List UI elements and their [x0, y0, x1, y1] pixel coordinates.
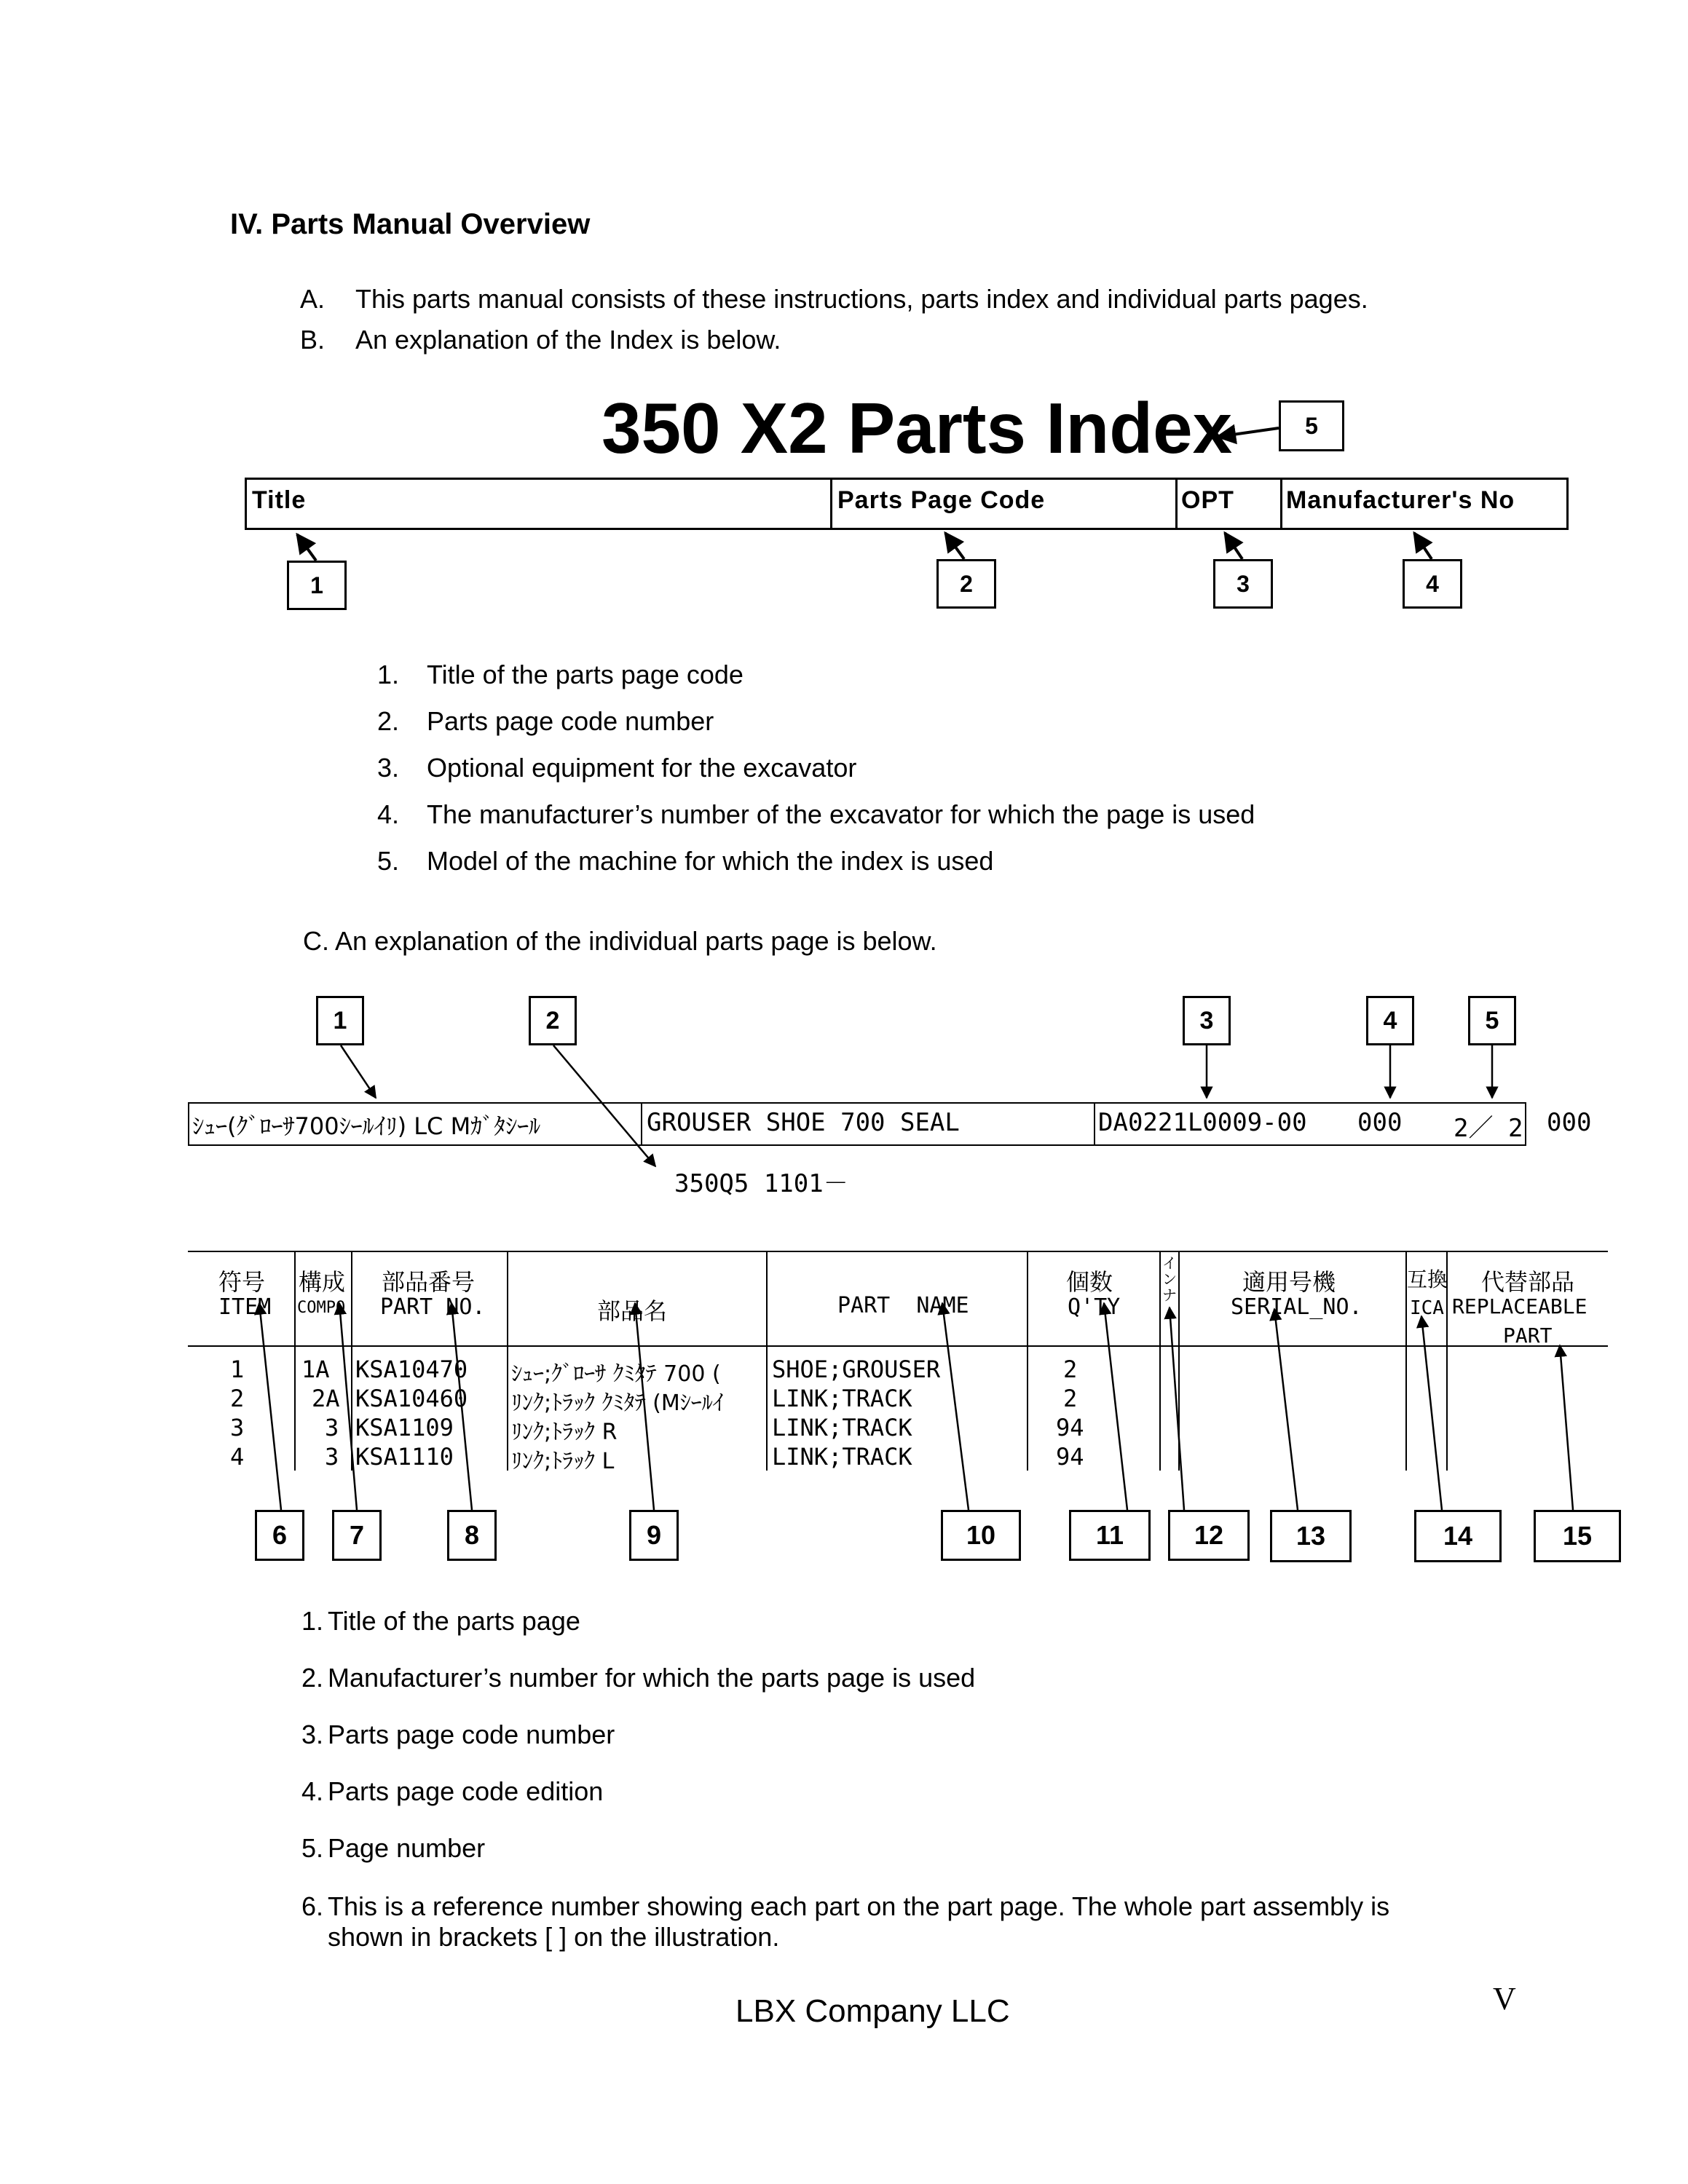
arrow	[1560, 1345, 1573, 1510]
parts-serial: 350Q5 1101－	[674, 1169, 848, 1198]
cell-item: 1	[230, 1356, 245, 1383]
cell-name-en: LINK;TRACK	[772, 1443, 912, 1471]
th-serial-jp: 適用号機	[1242, 1268, 1336, 1296]
table-callout-14: 14	[1414, 1510, 1502, 1562]
table-callout-8: 8	[447, 1510, 497, 1561]
cell-qty: 2	[1063, 1356, 1078, 1383]
intro-marker-b: B.	[300, 325, 326, 355]
th-ica-jp: 互換	[1407, 1267, 1448, 1291]
cell-name-jp: ﾘﾝｸ;ﾄﾗｯｸ R	[511, 1420, 618, 1445]
cell-name-en: SHOE;GROUSER	[772, 1356, 941, 1383]
page-callout-1: 1	[316, 996, 364, 1045]
arrow	[1218, 428, 1279, 437]
table-callout-12: 12	[1168, 1510, 1250, 1561]
cell-name-jp: ﾘﾝｸ;ﾄﾗｯｸ L	[511, 1449, 615, 1474]
arrow	[341, 1045, 376, 1098]
index-exp-num: 5.	[377, 846, 400, 876]
page-callout-2: 2	[529, 996, 577, 1045]
index-callout-1: 1	[287, 561, 347, 610]
index-exp-text: The manufacturer’s number of the excavator for which the page is used	[427, 799, 1255, 829]
parts-trailing: 000	[1547, 1108, 1592, 1137]
index-exp-num: 3.	[377, 753, 400, 783]
cell-partno: KSA1110	[355, 1443, 454, 1471]
parts-title-jp: ｼｭｰ(ｸﾞﾛｰｻ700ｼｰﾙｲﾘ) LC Mｶﾞﾀｼｰﾙ	[192, 1112, 541, 1140]
arrow	[553, 1045, 655, 1166]
page-exp-num: 2.	[301, 1663, 324, 1693]
index-title: 350 X2 Parts Index	[602, 388, 1233, 468]
index-callout-4: 4	[1403, 559, 1462, 609]
index-callout-2: 2	[936, 559, 996, 609]
cell-name-en: LINK;TRACK	[772, 1414, 912, 1441]
arrow	[1225, 533, 1242, 559]
page-callout-4: 4	[1366, 996, 1414, 1045]
arrow	[1170, 1307, 1184, 1510]
page-exp-text-continued: shown in brackets [ ] on the illustration.	[328, 1922, 780, 1952]
page-exp-num: 5.	[301, 1833, 324, 1863]
cell-item: 3	[230, 1414, 245, 1441]
index-exp-num: 1.	[377, 660, 400, 689]
footer-page-number: V	[1493, 1981, 1516, 2017]
th-repl-en2: PART	[1503, 1324, 1553, 1348]
arrow	[451, 1303, 472, 1510]
cell-compo: 3	[325, 1443, 339, 1471]
index-exp-text: Model of the machine for which the index is used	[427, 846, 994, 876]
table-callout-11: 11	[1069, 1510, 1151, 1561]
arrow	[1421, 1316, 1442, 1510]
th-partno-jp: 部品番号	[382, 1268, 476, 1296]
th-item-en: ITEM	[218, 1294, 272, 1320]
th-qty-en: Q'TY	[1068, 1294, 1121, 1320]
page-exp-num: 4.	[301, 1776, 324, 1806]
cell-name-jp: ｼｭｰ;ｸﾞﾛｰｻ ｸﾐﾀﾃ 700 (	[511, 1361, 721, 1387]
intro-text-a: This parts manual consists of these instructions, parts index and individual parts pages.	[355, 284, 1368, 314]
page-exp-text: This is a reference number showing each part on the part page. The whole part assembly is	[328, 1891, 1390, 1921]
section-c: C. An explanation of the individual parts page is below.	[303, 926, 937, 956]
table-callout-7: 7	[332, 1510, 382, 1561]
table-callout-13: 13	[1270, 1510, 1352, 1562]
cell-qty: 2	[1063, 1385, 1078, 1412]
cell-name-jp: ﾘﾝｸ;ﾄﾗｯｸ ｸﾐﾀﾃ (Mｼｰﾙｲ	[511, 1390, 724, 1416]
cell-compo: 2A	[312, 1385, 340, 1412]
parts-page-code: DA0221L0009-00	[1098, 1108, 1307, 1137]
arrow	[945, 533, 964, 559]
page-exp-num: 1.	[301, 1606, 324, 1636]
footer-company: LBX Company LLC	[735, 1993, 1010, 2029]
cell-compo: 3	[325, 1414, 339, 1441]
intro-marker-a: A.	[300, 284, 326, 314]
th-ica-en: ICA	[1410, 1297, 1444, 1319]
parts-page-number: 2／ 2	[1454, 1114, 1523, 1143]
page-exp-num: 3.	[301, 1720, 324, 1749]
index-callout-5: 5	[1279, 400, 1344, 451]
index-exp-num: 4.	[377, 799, 400, 829]
cell-qty: 94	[1056, 1414, 1084, 1441]
th-name-jp: 部品名	[597, 1297, 668, 1325]
arrow	[1414, 533, 1432, 559]
index-callout-3: 3	[1213, 559, 1273, 609]
parts-edition: 000	[1357, 1108, 1403, 1137]
page-exp-num: 6.	[301, 1891, 324, 1921]
index-header-mfr: Manufacturer's No	[1286, 486, 1515, 514]
th-repl-en: REPLACEABLE	[1452, 1294, 1588, 1318]
arrow	[339, 1303, 357, 1510]
index-exp-num: 2.	[377, 706, 400, 736]
page-callout-3: 3	[1183, 996, 1231, 1045]
page-exp-text: Title of the parts page	[328, 1606, 580, 1636]
cell-partno: KSA10460	[355, 1385, 468, 1412]
arrow	[1104, 1303, 1127, 1510]
th-name-en: PART NAME	[837, 1293, 969, 1318]
table-callout-9: 9	[629, 1510, 679, 1561]
arrow	[635, 1303, 654, 1510]
th-inna: インナ	[1162, 1254, 1177, 1304]
index-exp-text: Title of the parts page code	[427, 660, 744, 689]
cell-partno: KSA10470	[355, 1356, 468, 1383]
section-title: IV. Parts Manual Overview	[230, 208, 591, 240]
index-header-opt: OPT	[1181, 486, 1234, 514]
page-exp-text: Manufacturer’s number for which the parts page is used	[328, 1663, 976, 1693]
page-callout-5: 5	[1468, 996, 1516, 1045]
intro-text-b: An explanation of the Index is below.	[355, 325, 781, 355]
page-exp-text: Parts page code edition	[328, 1776, 604, 1806]
arrow	[297, 534, 316, 561]
cell-partno: KSA1109	[355, 1414, 454, 1441]
arrow	[259, 1303, 281, 1510]
th-compo-en: COMPO	[297, 1299, 346, 1317]
table-callout-6: 6	[255, 1510, 304, 1561]
table-callout-15: 15	[1534, 1510, 1621, 1562]
th-item-jp: 符号	[218, 1268, 266, 1296]
page-exp-text: Page number	[328, 1833, 486, 1863]
index-header-code: Parts Page Code	[837, 486, 1046, 514]
cell-item: 2	[230, 1385, 245, 1412]
cell-qty: 94	[1056, 1443, 1084, 1471]
th-repl-jp: 代替部品	[1481, 1268, 1575, 1296]
th-compo-jp: 構成	[299, 1268, 346, 1296]
cell-compo: 1A	[301, 1356, 330, 1383]
arrow	[1274, 1309, 1298, 1510]
th-qty-jp: 個数	[1066, 1268, 1113, 1296]
index-exp-text: Optional equipment for the excavator	[427, 753, 857, 783]
th-partno-en: PART NO.	[380, 1294, 486, 1320]
arrow	[942, 1303, 969, 1510]
table-callout-10: 10	[941, 1510, 1021, 1561]
parts-title-en: GROUSER SHOE 700 SEAL	[647, 1108, 960, 1137]
cell-item: 4	[230, 1443, 245, 1471]
index-header-title: Title	[252, 486, 307, 514]
page-exp-text: Parts page code number	[328, 1720, 615, 1749]
index-exp-text: Parts page code number	[427, 706, 714, 736]
cell-name-en: LINK;TRACK	[772, 1385, 912, 1412]
th-serial-en: SERIAL_NO.	[1231, 1294, 1362, 1320]
